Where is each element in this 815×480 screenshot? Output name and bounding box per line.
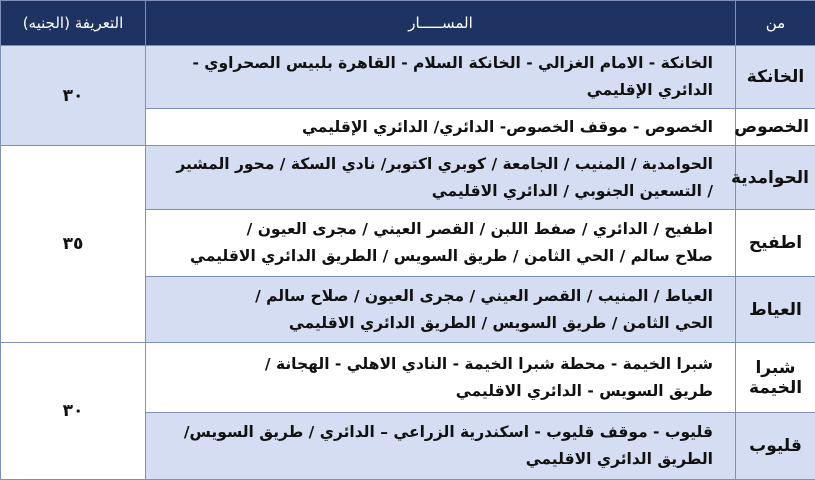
origin-cell: اطفيح [736,210,815,277]
origin-cell: الحوامدية [736,146,815,210]
fare-cell: ٣٥ [1,146,146,343]
route-line: اطفيح / الدائري / صفط اللبن / القصر العيني / مجرى العيون / [152,216,713,243]
origin-cell: شبرا الخيمة [736,343,815,413]
route-cell [146,109,736,146]
route-line: / التسعين الجنوبي / الدائري الاقليمي [152,178,713,205]
origin-cell: العياط [736,277,815,343]
route-line: الخصوص - موقف الخصوص- الدائري/ الدائري الإقليمي [152,114,713,141]
fare-cell: ٣٠ [1,343,146,480]
header-fare: التعريفة (الجنيه) [1,1,146,46]
route-line: الطريق الدائري الاقليمي [152,446,713,473]
route-cell [146,46,736,109]
table-row [1,146,815,210]
route-line: الحي الثامن / طريق السويس / الطريق الدائري الاقليمي [152,310,713,337]
route-cell [146,146,736,210]
route-cell [146,277,736,343]
route-line: شبرا الخيمة - محطة شبرا الخيمة - النادي الاهلي - الهجانة / [152,351,713,378]
header-row [1,1,815,46]
header-from: من [736,1,815,46]
route-line: الدائري الإقليمي [152,77,713,104]
route-cell [146,343,736,413]
route-cell [146,413,736,480]
route-line: قليوب - موقف قليوب - اسكندرية الزراعي – الدائري / طريق السويس/ [152,419,713,446]
route-line: الخانكة - الامام الغزالي - الخانكة السلام - القاهرة بلبيس الصحراوي - [152,50,713,77]
origin-cell: الخانكة [736,46,815,109]
route-line: طريق السويس - الدائري الاقليمي [152,378,713,405]
route-line: صلاح سالم / الحي الثامن / طريق السويس / الطريق الدائري الاقليمي [152,243,713,270]
route-line: الحوامدية / المنيب / الجامعة / كوبري اكتوبر/ نادي السكة / محور المشير [152,151,713,178]
table-row [1,46,815,109]
header-route: المســـــار [146,1,736,46]
route-line: العياط / المنيب / القصر العيني / مجرى العيون / صلاح سالم / [152,283,713,310]
fare-cell: ٣٠ [1,46,146,146]
origin-cell: الخصوص [736,109,815,146]
table-row [1,343,815,413]
route-cell [146,210,736,277]
origin-cell: قليوب [736,413,815,480]
